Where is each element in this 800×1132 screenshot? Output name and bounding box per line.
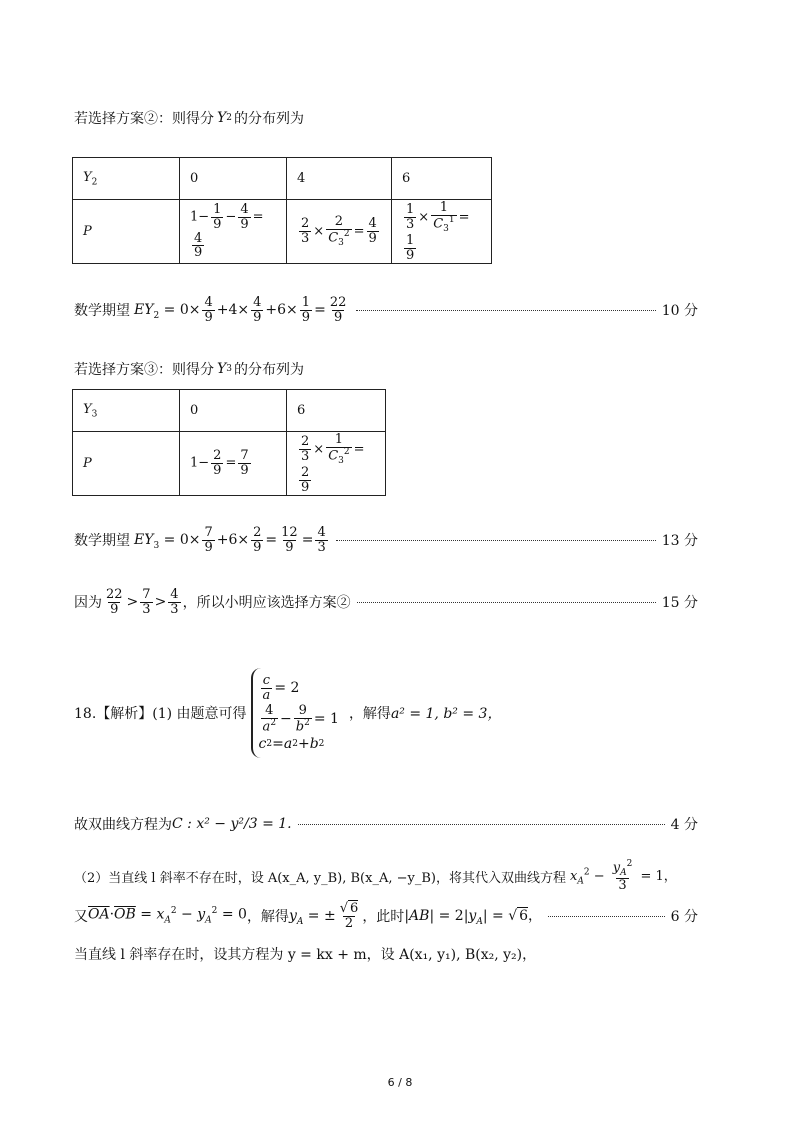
distribution-table-y2 (72, 157, 492, 264)
score-mark: 10 分 (661, 303, 698, 320)
value-cell: 6 (392, 158, 492, 200)
leader-dots (336, 540, 656, 541)
table-row (73, 158, 492, 200)
hyperbola-line (74, 814, 698, 834)
solve-result: a² = 1, b² = 3， (390, 705, 502, 722)
expectation-formula: $EY_2 = 0\times$ $\frac{4}{9}$ +4× $\frac{4}{9}$ +6× $\frac{1}{9}$ = $\frac{22}{9}$ (134, 295, 347, 325)
hyperbola-label: 故双曲线方程为 (74, 817, 172, 833)
value-cell: 6 (287, 390, 386, 432)
plan3-intro-text: 若选择方案③：则得分 (74, 362, 214, 378)
expectation-label: 数学期望 (74, 303, 130, 320)
ab-length: $|AB| = 2|y_A|$ = √ 6， (404, 908, 543, 928)
value-cell: 0 (180, 390, 287, 432)
prob-cell: $\frac{2}{3}$ × $\frac{2}{C_3^2}$ = $\frac{4}{9}$ (287, 200, 392, 264)
expectation-formula: $EY_3 = 0\times$ $\frac{7}{9}$ +6× $\frac{2}{9}$ = $\frac{12}{9}$ = $\frac{4}{3}$ (134, 525, 326, 555)
system-eq-1: $\frac{c}{a}$ = 2 (262, 673, 300, 703)
q18-part1 (74, 668, 501, 758)
comparison-tail: ，所以小明应该选择方案② (182, 595, 351, 612)
q18-label: 18.【解析】(1) 由题意可得 (74, 705, 247, 722)
part2-line2 (74, 902, 698, 930)
value-cell: 4 (287, 158, 392, 200)
header-cell: $Y_2$ (73, 158, 180, 200)
expectation-label: 数学期望 (74, 533, 130, 550)
table-row (73, 200, 492, 264)
leader-dots (356, 310, 655, 311)
system-eq-3: c 2 = a 2 + b 2 (258, 735, 325, 752)
score-mark: 4 分 (670, 817, 698, 833)
plan2-var: Y (217, 110, 227, 126)
table-row (73, 390, 386, 432)
comparison-label: 因为 (74, 595, 102, 612)
system-eq-2: $\frac{4}{a^2}$ − $\frac{9}{b^2}$ = 1 (262, 703, 339, 735)
part3-line (74, 944, 536, 964)
score-mark: 15 分 (661, 595, 698, 612)
comparison-formula: $\frac{22}{9}$ > $\frac{7}{3}$ > $\frac{4}{3}$ (106, 587, 179, 617)
equation-system (251, 668, 345, 758)
part2-line2-pre: 又 (74, 909, 88, 926)
plan2-intro-tail: 的分布列为 (233, 111, 304, 127)
table-row (73, 432, 386, 496)
comparison-line (74, 588, 698, 616)
dot-product: $\overline{OA}\cdot\overline{OB} = x_A^2 - y_A^2 = 0$ (88, 906, 247, 926)
leader-dots (357, 602, 656, 603)
part2-line2-post: ，此时 (362, 909, 405, 926)
plan3-var: Y (217, 361, 227, 377)
plan3-var-sub: 3 (226, 364, 232, 374)
prob-cell: $\frac{2}{3}$ × $\frac{1}{C_3^2}$ = $\frac{2}{9}$ (287, 432, 386, 496)
score-mark: 6 分 (670, 909, 698, 926)
expectation-y2-line (74, 296, 698, 324)
distribution-table-y3 (72, 389, 386, 496)
plan2-intro (74, 108, 304, 128)
leader-dots (298, 824, 665, 825)
prob-cell: 1− $\frac{1}{9}$ − $\frac{4}{9}$ = $\frac{4}{9}$ (180, 200, 287, 264)
ya-solution: $y_A$ = ± $\frac{√ 6}{2}$ (288, 901, 359, 931)
prob-cell: $\frac{1}{3}$ × $\frac{1}{C_3^1}$ = $\frac{1}{9}$ (392, 200, 492, 264)
part2-line (74, 860, 677, 893)
part3-text: 当直线 l 斜率存在时，设其方程为 y = kx + m，设 A(x₁, y₁), B(x₂, y₂)， (74, 947, 537, 963)
part2-line2-mid: ，解得 (246, 909, 289, 926)
plan3-intro-tail: 的分布列为 (233, 362, 304, 378)
value-cell: 0 (180, 158, 287, 200)
plan3-intro (74, 359, 304, 379)
plan2-var-sub: 2 (226, 113, 232, 123)
page-number: 6 / 8 (387, 1076, 413, 1089)
prob-cell: 1− $\frac{2}{9}$ = $\frac{7}{9}$ (180, 432, 287, 496)
solve-text: ，解得 (348, 705, 391, 722)
part2-substitution: $x_A^2$ − $\frac{y_A^2}{3}$ = 1， (569, 859, 677, 894)
score-mark: 13 分 (661, 533, 698, 550)
hyperbola-equation: C : x² − y²/3 = 1. (172, 816, 292, 832)
plan2-intro-text: 若选择方案②：则得分 (74, 111, 214, 127)
part2-text: （2）当直线 l 斜率不存在时，设 A(x_A, y_B), B(x_A, −y_B)，将其代入双曲线方程 (74, 871, 566, 886)
expectation-y3-line (74, 526, 698, 554)
p-label-cell: P (73, 200, 180, 264)
leader-dots (548, 916, 665, 917)
header-cell: $Y_3$ (73, 390, 180, 432)
p-label-cell: P (73, 432, 180, 496)
